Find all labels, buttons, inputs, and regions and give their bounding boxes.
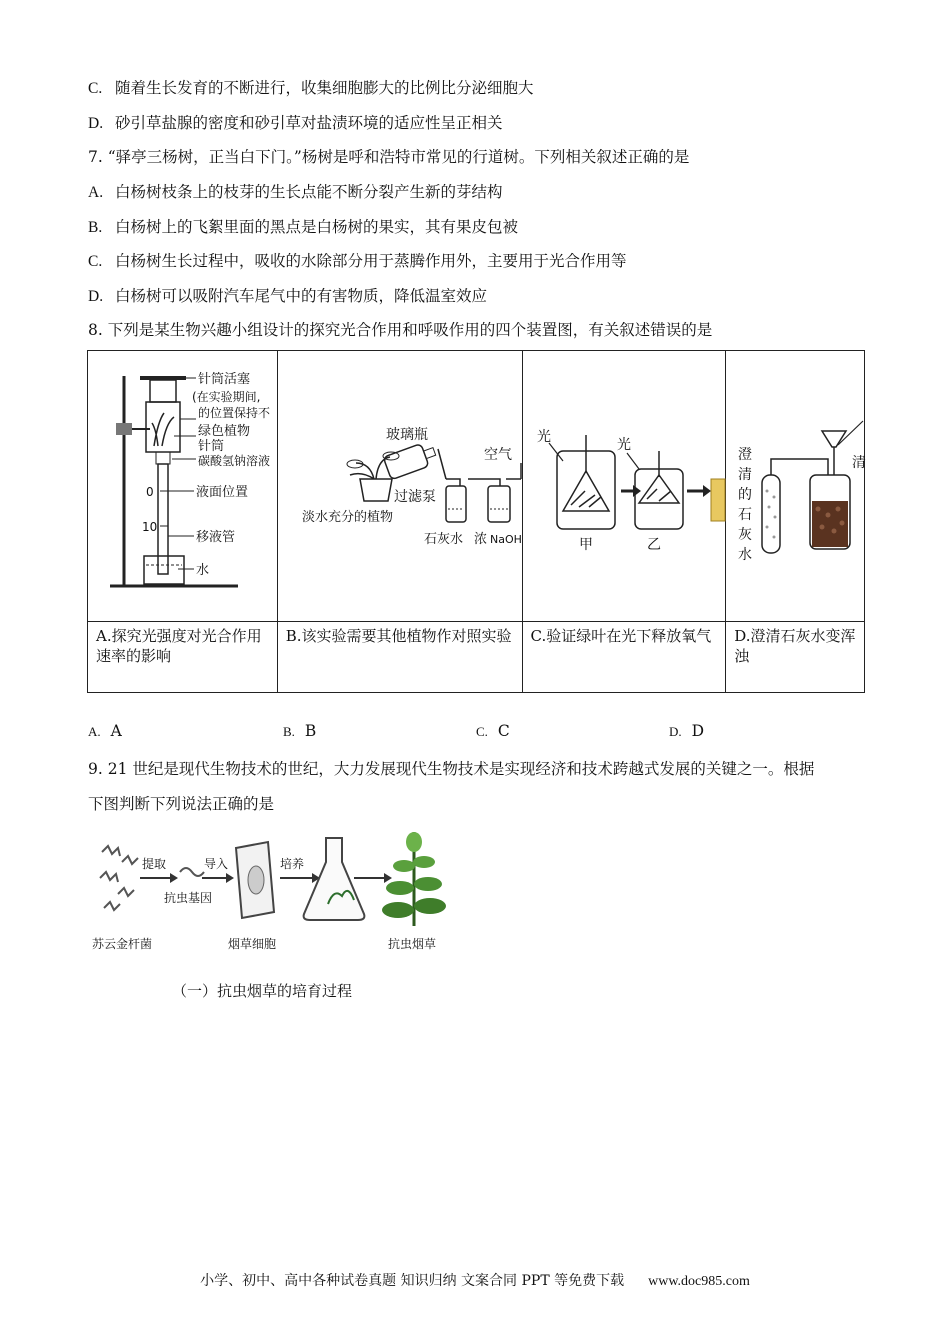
figure-a-syringe-apparatus [88, 351, 276, 617]
q6-option-d [88, 111, 502, 133]
label-qing: 清 [738, 467, 753, 483]
label-bicarbonate: 碳酸氢钠溶液 [198, 454, 271, 468]
figure-d-cell [726, 351, 865, 622]
figure-c-funnel-apparatus [523, 351, 725, 617]
label-shi: 石 [738, 507, 753, 523]
label-insect-resistant-tobacco: 抗虫烟草 [388, 937, 437, 951]
figure-b-bottle-apparatus [278, 351, 521, 617]
label-yi: 乙 [646, 537, 661, 553]
q7-option-d [88, 284, 487, 306]
caption-c: C.验证绿叶在光下释放氧气 [522, 622, 726, 693]
label-water: 水 [196, 563, 210, 578]
label-extract: 提取 [142, 857, 167, 871]
label-concentrated: 浓 [473, 532, 487, 547]
figure-caption: （一）抗虫烟草的培育过程 [172, 982, 353, 1000]
option-letter: B. [88, 219, 103, 236]
label-limewater: 石灰水 [423, 532, 463, 547]
answer-letter: B. [283, 724, 295, 739]
figure-b-cell [277, 351, 522, 622]
q7-option-b [88, 215, 518, 237]
caption-d: D.澄清石灰水变浑浊 [726, 622, 865, 693]
answer-letter: A. [88, 724, 101, 739]
footer-text: 小学、初中、高中各种试卷真题 知识归纳 文案合同 PPT 等免费下载 [200, 1273, 625, 1289]
label-culture: 培养 [280, 857, 305, 871]
option-letter: C. [88, 80, 103, 97]
label-gene: 抗虫基因 [164, 891, 213, 905]
label-naoh: NaOH [489, 533, 522, 546]
label-cell: 烟草细胞 [228, 937, 277, 951]
caption-b: B.该实验需要其他植物作对照实验 [277, 622, 522, 693]
label-de: 的 [738, 487, 753, 503]
option-text: 白杨树上的飞絮里面的黑点是白杨树的果实，其有果皮包被 [114, 218, 518, 236]
q9-stem-line-2: 下图判断下列说法正确的是 [88, 795, 275, 813]
label-light-2: 光 [616, 437, 631, 453]
label-cheng: 澄 [738, 447, 753, 463]
label-note-1: (在实验期间, [192, 390, 261, 404]
q7-stem: 7. “驿亭三杨树，正当白下门。”杨树是呼和浩特市常见的行道树。下列相关叙述正确的是 [88, 148, 690, 166]
tobacco-plant-illustration [382, 832, 446, 926]
footer-url[interactable]: www.doc985.com [648, 1274, 750, 1289]
q9-stem-line-1: 9. 21 世纪是现代生物技术的世纪，大力发展现代生物技术是实现经济和技术跨越式发展的关键之一。根据 [88, 760, 815, 778]
q8-answer-a [88, 722, 122, 740]
label-bacteria: 苏云金杆菌 [92, 937, 153, 951]
answer-text: B [304, 722, 317, 740]
answer-text: C [497, 722, 510, 740]
option-text: 白杨树枝条上的枝芽的生长点能不断分裂产生新的芽结构 [114, 183, 503, 201]
q8-stem: 8. 下列是某生物兴趣小组设计的探究光合作用和呼吸作用的四个装置图，有关叙述错误的是 [88, 321, 713, 339]
option-text: 白杨树可以吸附汽车尾气中的有害物质，降低温室效应 [114, 287, 487, 305]
label-filter-pump: 过滤泵 [393, 489, 436, 505]
page-footer [0, 1270, 950, 1290]
option-text: 随着生长发育的不断进行，收集细胞膨大的比例比分泌细胞大 [114, 79, 534, 97]
label-jia: 甲 [578, 537, 593, 553]
label-note-2: 的位置保持不 [198, 406, 271, 420]
q7-option-a [88, 180, 502, 202]
label-shui: 水 [738, 547, 753, 563]
q8-apparatus-table [87, 350, 865, 693]
label-light-1: 光 [536, 429, 551, 445]
option-letter: D. [88, 288, 104, 305]
caption-a: A.探究光强度对光合作用速率的影响 [88, 622, 278, 693]
option-letter: C. [88, 253, 103, 270]
label-glass-bottle: 玻璃瓶 [385, 427, 428, 443]
label-green-plant: 绿色植物 [198, 424, 251, 439]
answer-text: D [691, 722, 705, 740]
q6-option-c [88, 76, 533, 98]
q8-answer-d [669, 722, 704, 740]
label-air: 空气 [483, 447, 512, 463]
answer-letter: D. [669, 724, 682, 739]
label-import: 导入 [204, 857, 229, 871]
q7-option-c [88, 249, 626, 271]
q8-answer-c [476, 722, 510, 740]
label-hui: 灰 [738, 527, 753, 543]
figure-a-cell [88, 351, 278, 622]
tick-0: 0 [146, 485, 154, 499]
option-text: 砂引草盐腺的密度和砂引草对盐渍环境的适应性呈正相关 [114, 114, 503, 132]
label-syringe: 针筒 [198, 439, 225, 454]
figure-c-cell [522, 351, 726, 622]
label-liquid-level: 液面位置 [196, 485, 249, 500]
label-plunger: 针筒活塞 [198, 372, 251, 387]
bacteria-illustration [100, 846, 138, 910]
option-text: 白杨树生长过程中，吸收的水除部分用于蒸腾作用外，主要用于光合作用等 [114, 252, 627, 270]
label-qing-right: 清 [852, 455, 867, 471]
answer-text: A [110, 722, 122, 740]
label-pipette: 移液管 [196, 530, 236, 545]
answer-letter: C. [476, 724, 488, 739]
q9-tobacco-figure [92, 822, 437, 1012]
label-plant: 淡水充分的植物 [301, 510, 393, 525]
figure-d-limewater-apparatus [726, 351, 867, 617]
option-letter: A. [88, 184, 104, 201]
option-letter: D. [88, 115, 104, 132]
tick-10: 10 [142, 520, 158, 534]
q8-answer-b [283, 722, 316, 740]
